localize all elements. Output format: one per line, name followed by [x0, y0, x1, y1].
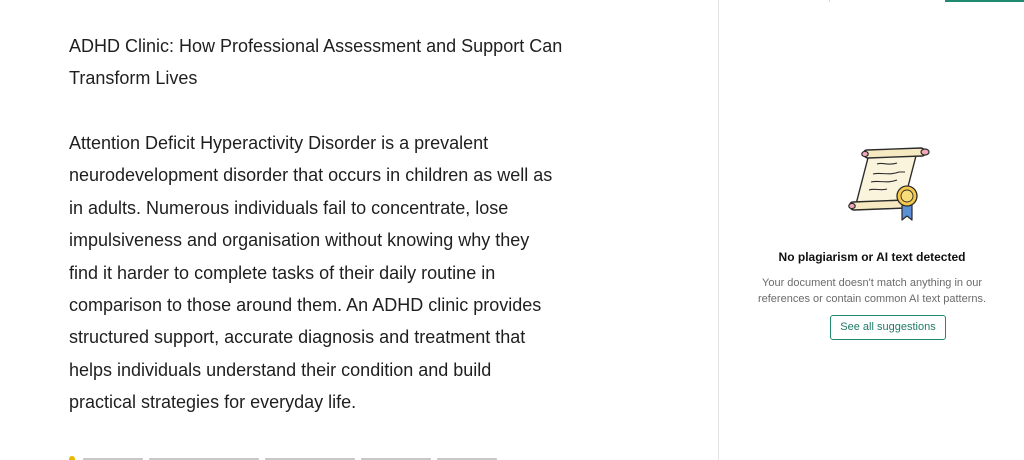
- document-paragraph[interactable]: Attention Deficit Hyperactivity Disorder is a prevalent neurodevelopment disorder that occurs in children as well as in adults. Numerous individuals fail to concentrate, lose impulsiveness and organisation without knowing why they find it harder to complete tasks of their daily routine in comparison to those around them. An ADHD clinic provides structured support, accurate diagnosis and treatment that helps individuals understand their condition and build practical strategies for everyday life.: [69, 133, 553, 413]
- tab-divider: [829, 0, 830, 2]
- next-paragraph-partial: [69, 452, 509, 460]
- status-title: No plagiarism or AI text detected: [778, 250, 966, 264]
- check-results-panel: [718, 0, 1024, 460]
- document-title[interactable]: ADHD Clinic: How Professional Assessment and Support Can Transform Lives: [69, 36, 563, 88]
- suggestion-marker-icon[interactable]: [69, 456, 75, 460]
- panel-tab-bar: [719, 0, 1024, 3]
- certificate-scroll-icon: [847, 144, 931, 224]
- see-all-suggestions-button[interactable]: See all suggestions: [830, 315, 946, 340]
- status-description: Your document doesn't match anything in our references or contain common AI text patterns.: [757, 277, 987, 305]
- active-tab-indicator[interactable]: [945, 0, 1024, 2]
